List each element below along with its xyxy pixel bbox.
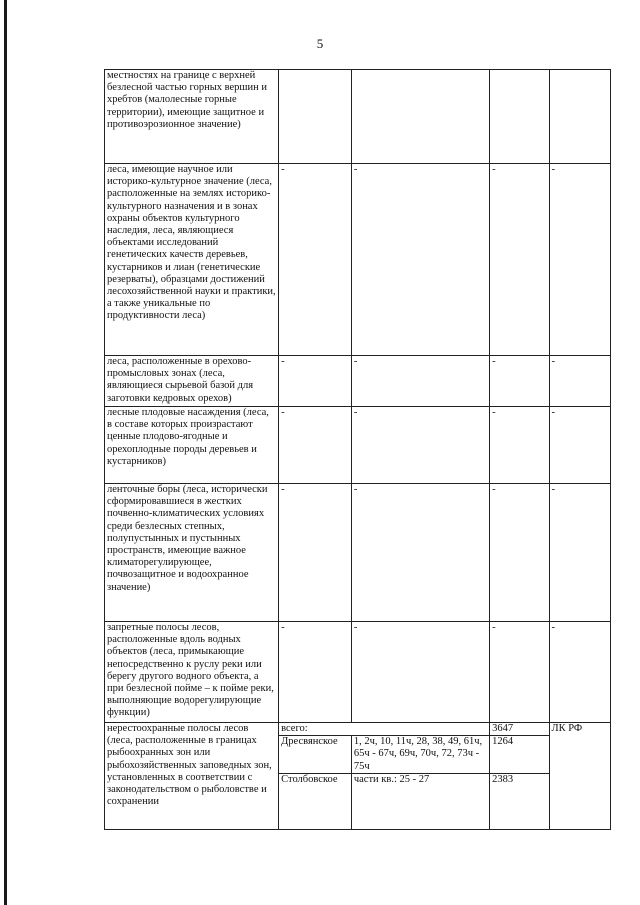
area-cell: - [490, 622, 549, 723]
total-label-cell: всего: [279, 723, 490, 736]
quarters-cell: - [351, 164, 489, 356]
binding-edge [4, 0, 7, 905]
category-cell: нерестоохранные полосы лесов (леса, расположенные в границах рыбоохранных зон или рыбохозяйственных заповедных зон, установленных в соответствии с законодательством о рыболовстве и сохранении [105, 723, 279, 830]
quarters-cell: - [351, 356, 489, 407]
basis-cell: - [549, 356, 610, 407]
basis-cell: - [549, 407, 610, 484]
forestry-cell: Столбовское [279, 774, 352, 830]
area-cell: - [490, 484, 549, 622]
quarters-cell: 1, 2ч, 10, 11ч, 28, 38, 49, 61ч, 65ч - 67ч, 69ч, 70ч, 72, 73ч - 75ч [351, 736, 489, 774]
table-row [105, 484, 611, 622]
area-cell: 1264 [490, 736, 549, 774]
area-cell [490, 70, 549, 164]
category-cell: ленточные боры (леса, исторически сформировавшиеся в жестких почвенно-климатических условиях среди безлесных степных, полупустынных и пустынных пространств, имеющие важное климаторегулирующее, почвозащитное и водоохранное значение) [105, 484, 279, 622]
category-cell: леса, имеющие научное или историко-культурное значение (леса, расположенные на землях историко-культурного назначения и в зонах охраны объектов культурного наследия, леса, являющиеся объектами исследований генетических качеств деревьев, кустарников и лиан (генетические резерваты), образцами достижений лесохозяйственной науки и практики, а также уникальные по продуктивности леса) [105, 164, 279, 356]
forestry-cell: - [279, 622, 352, 723]
category-cell: лесные плодовые насаждения (леса, в составе которых произрастают ценные плодово-ягодные и орехоплодные породы деревьев и кустарников) [105, 407, 279, 484]
quarters-cell: - [351, 622, 489, 723]
table-row [105, 622, 611, 723]
forestry-cell: - [279, 164, 352, 356]
table-row [105, 723, 611, 736]
area-cell: - [490, 164, 549, 356]
category-cell: местностях на границе с верхней безлесной частью горных вершин и хребтов (малолесные горные территории), имеющие защитное и противоэрозионное значение) [105, 70, 279, 164]
forestry-cell: - [279, 407, 352, 484]
table-row [105, 70, 611, 164]
area-cell: 2383 [490, 774, 549, 830]
page-number: 5 [316, 36, 324, 51]
table-row [105, 356, 611, 407]
area-cell: - [490, 407, 549, 484]
basis-cell: - [549, 622, 610, 723]
basis-cell [549, 70, 610, 164]
area-cell: - [490, 356, 549, 407]
quarters-cell: - [351, 484, 489, 622]
table-row [105, 164, 611, 356]
quarters-cell: - [351, 407, 489, 484]
category-cell: леса, расположенные в орехово-промысловых зонах (леса, являющиеся сырьевой базой для заготовки кедровых орехов) [105, 356, 279, 407]
forestry-cell: - [279, 356, 352, 407]
basis-cell: - [549, 484, 610, 622]
quarters-cell [351, 70, 489, 164]
category-cell: запретные полосы лесов, расположенные вдоль водных объектов (леса, примыкающие непосредственно к руслу реки или берегу другого водного объекта, а при безлесной пойме – к пойме реки, выполняющие водорегулирующие функции) [105, 622, 279, 723]
table-row [105, 407, 611, 484]
forestry-cell: - [279, 484, 352, 622]
forestry-cell [279, 70, 352, 164]
protective-forests-table [104, 69, 611, 830]
basis-cell: - [549, 164, 610, 356]
basis-cell: ЛК РФ [549, 723, 610, 830]
quarters-cell: части кв.: 25 - 27 [351, 774, 489, 830]
forestry-cell: Дресвянское [279, 736, 352, 774]
area-total-cell: 3647 [490, 723, 549, 736]
